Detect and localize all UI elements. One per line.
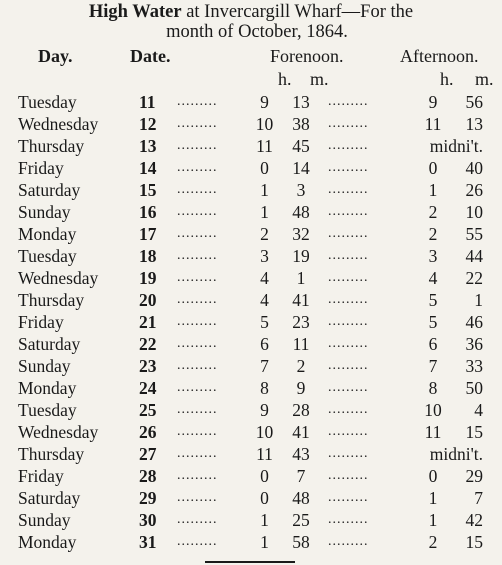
- date-cell: 23: [139, 356, 157, 376]
- leader-dots: .........: [328, 358, 369, 373]
- date-cell: 17: [139, 224, 157, 244]
- afternoon-minute-cell: 15: [465, 532, 483, 552]
- afternoon-minute-cell: 50: [465, 378, 483, 398]
- day-cell: Friday: [18, 466, 64, 486]
- header-afternoon: Afternoon.: [400, 46, 479, 66]
- forenoon-hour-cell: 7: [260, 356, 269, 376]
- header-date: Date.: [130, 46, 171, 66]
- forenoon-minute-cell: 48: [292, 202, 310, 222]
- table-row: [18, 509, 487, 531]
- leader-dots: .........: [177, 138, 218, 153]
- forenoon-minute-cell: 1: [296, 268, 306, 288]
- afternoon-hour-cell: 9: [428, 92, 438, 112]
- date-cell: 20: [139, 290, 157, 310]
- afternoon-hour-cell: 11: [424, 114, 442, 134]
- day-cell: Saturday: [18, 180, 81, 200]
- afternoon-minute-cell: 33: [465, 356, 483, 376]
- leader-dots: .........: [328, 204, 369, 219]
- forenoon-minute-cell: 11: [292, 334, 310, 354]
- date-cell: 29: [139, 488, 157, 508]
- afternoon-minute-cell: 56: [465, 92, 483, 112]
- afternoon-minute-cell: 7: [474, 488, 483, 508]
- day-cell: Monday: [18, 224, 77, 244]
- forenoon-minute-cell: 9: [296, 378, 306, 398]
- forenoon-minute-cell: 14: [292, 158, 310, 178]
- forenoon-hour-cell: 0: [260, 488, 269, 508]
- forenoon-minute-cell: 38: [292, 114, 310, 134]
- forenoon-minute-cell: 58: [292, 532, 310, 552]
- day-cell: Saturday: [18, 488, 81, 508]
- afternoon-hour-cell: 8: [428, 378, 438, 398]
- forenoon-hour-cell: 6: [260, 334, 269, 354]
- forenoon-minute-cell: 2: [296, 356, 306, 376]
- leader-dots: .........: [177, 468, 218, 483]
- table-row: [18, 223, 487, 245]
- tide-table-body: [18, 91, 487, 553]
- title-line-2: month of October, 1864.: [166, 22, 348, 42]
- leader-dots: .........: [177, 182, 218, 197]
- leader-dots: .........: [177, 226, 218, 241]
- afternoon-hours-unit: h.: [440, 69, 454, 89]
- leader-dots: .........: [328, 116, 369, 131]
- leader-dots: .........: [177, 160, 218, 175]
- table-row: [18, 333, 487, 355]
- forenoon-hour-cell: 5: [260, 312, 269, 332]
- day-cell: Friday: [18, 158, 64, 178]
- leader-dots: .........: [328, 380, 369, 395]
- table-row: [18, 91, 487, 113]
- date-cell: 27: [139, 444, 157, 464]
- afternoon-hour-cell: 7: [428, 356, 438, 376]
- table-row: [18, 201, 487, 223]
- afternoon-minute-cell: 29: [465, 466, 483, 486]
- afternoon-minute-cell: 44: [465, 246, 483, 266]
- day-cell: Wednesday: [18, 114, 99, 134]
- forenoon-hour-cell: 11: [256, 136, 273, 156]
- afternoon-minute-cell: 13: [465, 114, 483, 134]
- afternoon-minute-cell: 4: [474, 400, 483, 420]
- title-bold: High Water: [88, 2, 182, 22]
- table-row: [18, 311, 487, 333]
- table-row: [18, 421, 487, 443]
- table-row: [18, 157, 487, 179]
- table-row: [18, 289, 487, 311]
- date-cell: 30: [139, 510, 157, 530]
- tide-table: [18, 91, 487, 553]
- table-row: [18, 487, 487, 509]
- forenoon-minutes-unit: m.: [310, 69, 329, 89]
- leader-dots: .........: [328, 248, 369, 263]
- day-cell: Tuesday: [18, 246, 77, 266]
- leader-dots: .........: [177, 446, 218, 461]
- afternoon-special-cell: midni't.: [429, 136, 483, 156]
- leader-dots: .........: [177, 380, 218, 395]
- table-row: [18, 245, 487, 267]
- leader-dots: .........: [328, 160, 369, 175]
- day-cell: Saturday: [18, 334, 81, 354]
- leader-dots: .........: [177, 358, 218, 373]
- forenoon-hour-cell: 4: [260, 268, 269, 288]
- header-day: Day.: [38, 46, 73, 66]
- afternoon-hour-cell: 2: [428, 224, 438, 244]
- afternoon-special-cell: midni't.: [429, 444, 483, 464]
- date-cell: 13: [139, 136, 157, 156]
- table-row: [18, 113, 487, 135]
- day-cell: Tuesday: [18, 92, 77, 112]
- leader-dots: .........: [177, 94, 218, 109]
- leader-dots: .........: [177, 424, 218, 439]
- leader-dots: .........: [177, 116, 218, 131]
- forenoon-hour-cell: 10: [255, 422, 274, 442]
- forenoon-hour-cell: 9: [260, 92, 269, 112]
- day-cell: Wednesday: [18, 422, 99, 442]
- afternoon-hour-cell: 0: [428, 158, 438, 178]
- date-cell: 18: [139, 246, 157, 266]
- forenoon-minute-cell: 19: [292, 246, 310, 266]
- afternoon-hour-cell: 0: [428, 466, 438, 486]
- forenoon-minute-cell: 13: [292, 92, 310, 112]
- leader-dots: .........: [177, 204, 218, 219]
- date-cell: 12: [139, 114, 157, 134]
- forenoon-hour-cell: 1: [260, 202, 269, 222]
- afternoon-minute-cell: 42: [465, 510, 483, 530]
- forenoon-hour-cell: 0: [260, 466, 269, 486]
- date-cell: 19: [139, 268, 157, 288]
- leader-dots: .........: [177, 402, 218, 417]
- leader-dots: .........: [177, 512, 218, 527]
- leader-dots: .........: [328, 182, 369, 197]
- leader-dots: .........: [328, 138, 369, 153]
- date-cell: 22: [139, 334, 157, 354]
- date-cell: 15: [139, 180, 157, 200]
- table-row: [18, 267, 487, 289]
- leader-dots: .........: [328, 314, 369, 329]
- date-cell: 21: [139, 312, 157, 332]
- leader-dots: .........: [328, 336, 369, 351]
- afternoon-minute-cell: 40: [465, 158, 483, 178]
- leader-dots: .........: [328, 94, 369, 109]
- afternoon-minute-cell: 10: [465, 202, 483, 222]
- forenoon-minute-cell: 7: [296, 466, 306, 486]
- title-rest: at Invercargill Wharf—For the: [181, 2, 414, 22]
- forenoon-hour-cell: 1: [260, 532, 269, 552]
- afternoon-hour-cell: 4: [428, 268, 438, 288]
- afternoon-hour-cell: 3: [428, 246, 438, 266]
- afternoon-hour-cell: 6: [428, 334, 438, 354]
- forenoon-hour-cell: 9: [260, 400, 269, 420]
- afternoon-minute-cell: 22: [465, 268, 483, 288]
- leader-dots: .........: [177, 270, 218, 285]
- forenoon-hour-cell: 8: [260, 378, 269, 398]
- leader-dots: .........: [177, 490, 218, 505]
- leader-dots: .........: [328, 270, 369, 285]
- forenoon-minute-cell: 23: [292, 312, 310, 332]
- afternoon-minute-cell: 36: [465, 334, 483, 354]
- forenoon-minute-cell: 25: [292, 510, 310, 530]
- afternoon-hour-cell: 1: [428, 488, 438, 508]
- table-row: [18, 465, 487, 487]
- forenoon-hour-cell: 10: [255, 114, 274, 134]
- date-cell: 24: [139, 378, 157, 398]
- afternoon-hour-cell: 11: [424, 422, 442, 442]
- afternoon-hour-cell: 1: [428, 510, 438, 530]
- day-cell: Monday: [18, 378, 77, 398]
- forenoon-minute-cell: 3: [296, 180, 306, 200]
- afternoon-hour-cell: 10: [424, 400, 442, 420]
- table-row: [18, 179, 487, 201]
- leader-dots: .........: [328, 446, 369, 461]
- afternoon-hour-cell: 1: [428, 180, 438, 200]
- date-cell: 16: [139, 202, 157, 222]
- table-row: [18, 355, 487, 377]
- date-cell: 26: [139, 422, 157, 442]
- forenoon-minute-cell: 32: [292, 224, 310, 244]
- leader-dots: .........: [177, 336, 218, 351]
- leader-dots: .........: [177, 314, 218, 329]
- afternoon-hour-cell: 2: [428, 532, 438, 552]
- day-cell: Thursday: [18, 290, 85, 310]
- forenoon-minute-cell: 43: [292, 444, 310, 464]
- header-forenoon: Forenoon.: [270, 46, 344, 66]
- forenoon-hour-cell: 3: [260, 246, 269, 266]
- forenoon-hour-cell: 11: [256, 444, 273, 464]
- afternoon-minute-cell: 26: [465, 180, 483, 200]
- day-cell: Sunday: [18, 202, 71, 222]
- forenoon-hour-cell: 1: [260, 180, 269, 200]
- forenoon-minute-cell: 41: [292, 290, 310, 310]
- afternoon-hour-cell: 5: [428, 312, 438, 332]
- afternoon-hour-cell: 5: [428, 290, 438, 310]
- day-cell: Sunday: [18, 356, 71, 376]
- leader-dots: .........: [177, 534, 218, 549]
- table-row: [18, 443, 487, 465]
- day-cell: Thursday: [18, 444, 85, 464]
- table-row: [18, 377, 487, 399]
- table-row: [18, 135, 487, 157]
- date-cell: 11: [139, 92, 156, 112]
- leader-dots: .........: [328, 402, 369, 417]
- forenoon-minute-cell: 48: [292, 488, 310, 508]
- leader-dots: .........: [328, 534, 369, 549]
- forenoon-hour-cell: 0: [260, 158, 269, 178]
- table-row: [18, 399, 487, 421]
- date-cell: 25: [139, 400, 157, 420]
- forenoon-hours-unit: h.: [278, 69, 292, 89]
- leader-dots: .........: [328, 424, 369, 439]
- afternoon-hour-cell: 2: [428, 202, 438, 222]
- date-cell: 31: [139, 532, 157, 552]
- title-line-1: [0, 2, 502, 22]
- leader-dots: .........: [328, 292, 369, 307]
- day-cell: Wednesday: [18, 268, 99, 288]
- day-cell: Monday: [18, 532, 77, 552]
- forenoon-hour-cell: 2: [260, 224, 269, 244]
- table-row: [18, 531, 487, 553]
- forenoon-hour-cell: 4: [260, 290, 269, 310]
- date-cell: 28: [139, 466, 157, 486]
- afternoon-minute-cell: 15: [465, 422, 483, 442]
- leader-dots: .........: [177, 292, 218, 307]
- forenoon-hour-cell: 1: [260, 510, 269, 530]
- forenoon-minute-cell: 41: [292, 422, 310, 442]
- leader-dots: .........: [177, 248, 218, 263]
- day-cell: Sunday: [18, 510, 71, 530]
- afternoon-minute-cell: 1: [474, 290, 483, 310]
- forenoon-minute-cell: 45: [292, 136, 310, 156]
- leader-dots: .........: [328, 468, 369, 483]
- afternoon-minutes-unit: m.: [475, 69, 494, 89]
- day-cell: Tuesday: [18, 400, 77, 420]
- day-cell: Friday: [18, 312, 64, 332]
- afternoon-minute-cell: 46: [465, 312, 483, 332]
- bottom-rule: [205, 561, 295, 563]
- leader-dots: .........: [328, 512, 369, 527]
- leader-dots: .........: [328, 490, 369, 505]
- date-cell: 14: [139, 158, 157, 178]
- leader-dots: .........: [328, 226, 369, 241]
- forenoon-minute-cell: 28: [292, 400, 310, 420]
- day-cell: Thursday: [18, 136, 85, 156]
- afternoon-minute-cell: 55: [465, 224, 483, 244]
